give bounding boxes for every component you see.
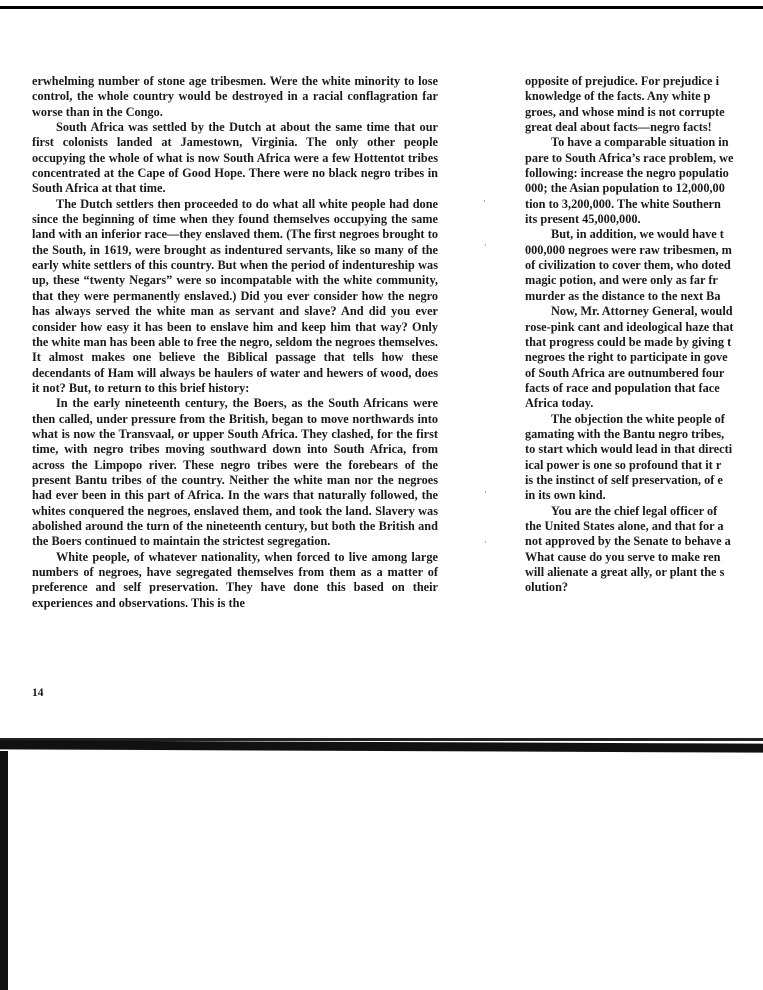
text-line: following: increase the negro populatio [525, 166, 729, 181]
text-line: 000,000 negroes were raw tribesmen, m [525, 242, 732, 257]
scan-edge-left [0, 751, 8, 990]
text-line: negroes the right to participate in gove [525, 350, 728, 365]
scan-speck: · [484, 240, 487, 250]
text-line: What cause do you serve to make ren [525, 549, 721, 564]
text-line: of civilization to cover them, who doted [525, 258, 731, 273]
text-line: its present 45,000,000. [525, 212, 641, 227]
paragraph: In the early nineteenth century, the Boers, as the South Africans were then called, under pressure from the British, began to move northwards into what is now the Transvaal, or upper South Africa. They clashed, for the first time, with negro tribes moving southward down into South Africa, from across the Limpopo river. These negro tribes were the forebears of the present Bantu tribes of the country. Neither the white man nor the negroes had ever been in this part of Africa. In the wars that naturally followed, the whites conquered the negroes, enslaved them, and took the land. Slavery was abolished around the turn of the nineteenth century, but both the British and the Boers continued to maintain the strictest segregation. [32, 396, 438, 549]
text-line: to start which would lead in that directi [525, 442, 733, 457]
text-line: will alienate a great ally, or plant the s [525, 565, 725, 579]
text-line: rose-pink cant and ideological haze that [525, 319, 734, 334]
text-line: But, in addition, we would have t [551, 227, 724, 242]
text-line: Africa today. [525, 396, 594, 411]
text-line: You are the chief legal officer of [551, 503, 718, 518]
text-line: murder as the distance to the next Ba [525, 288, 721, 303]
left-text-column [32, 74, 438, 611]
paragraph: White people, of whatever nationality, when forced to live among large numbers of negroes, have segregated themselves from them as a matter of preference and self preservation. They have done this based on their experiences and observations. This is the [32, 549, 438, 610]
text-line: gamating with the Bantu negro tribes, [525, 426, 725, 441]
text-line: not approved by the Senate to behave a [525, 534, 731, 549]
text-line: groes, and whose mind is not corrupte [525, 104, 725, 119]
text-line: knowledge of the facts. Any white p [525, 89, 711, 104]
text-line: 000; the Asian population to 12,000,00 [525, 181, 725, 196]
paragraph: South Africa was settled by the Dutch at about the same time that our first colonists landed at Jamestown, Virginia. The only other people occupying the whole of what is now South Africa were a few Hottentot tribes concentrated at the Cape of Good Hope. There were no black negro tribes in South Africa at that time. [32, 120, 438, 196]
text-line: magic potion, and were only as far fr [525, 273, 718, 288]
top-border-line [0, 6, 763, 9]
paragraph: The Dutch settlers then proceeded to do what all white people had done since the beginning of time when they found themselves occupying the same land with an inferior race—they enslaved them. (The first negroes brought to the South, in 1619, were brought as indentured servants, like so many of the early white settlers of this country. But when the period of indentureship was up, these “twenty Negars” were so incompatable with the white community, that they were permanently enslaved.) Did you ever consider how the negro has always served the white man as servant and slave? And did you ever consider how easy it has been to enslave him and keep him that way? Only the white man has been able to free the negro, seldom the negroes themselves. It almost makes one believe the Biblical passage that tells how these decendants of Ham will always be haulers of water and hewers of wood, does it not? But, to return to this brief history: [32, 196, 438, 395]
paragraph: erwhelming number of stone age tribesmen. Were the white minority to lose control, the whole country would be destroyed in a racial conflagration far worse than in the Congo. [32, 74, 438, 119]
scan-speck: · [484, 537, 487, 547]
scan-speck: · [484, 487, 487, 497]
text-line: opposite of prejudice. For prejudice i [525, 74, 720, 88]
text-line: facts of race and population that face [525, 380, 720, 395]
text-line: great deal about facts—negro facts! [525, 120, 712, 135]
text-line: in its own kind. [525, 488, 606, 503]
text-line: of South Africa are outnumbered four [525, 365, 725, 380]
right-text-column [525, 74, 763, 596]
text-line: olution? [525, 580, 569, 595]
scan-speck: · [483, 196, 486, 206]
text-line: the United States alone, and that for a [525, 518, 724, 533]
text-line: is the instinct of self preservation, of e [525, 472, 723, 487]
text-line: pare to South Africa’s race problem, we [525, 150, 734, 165]
scan-edge-band [0, 740, 763, 752]
text-line: ical power is one so profound that it r [525, 457, 722, 472]
text-line: To have a comparable situation in [551, 135, 729, 150]
text-line: Now, Mr. Attorney General, would [551, 304, 733, 319]
text-line: The objection the white people of [551, 411, 725, 426]
page-number: 14 [32, 687, 44, 699]
text-line: tion to 3,200,000. The white Southern [525, 196, 721, 211]
text-line: that progress could be made by giving t [525, 334, 732, 349]
